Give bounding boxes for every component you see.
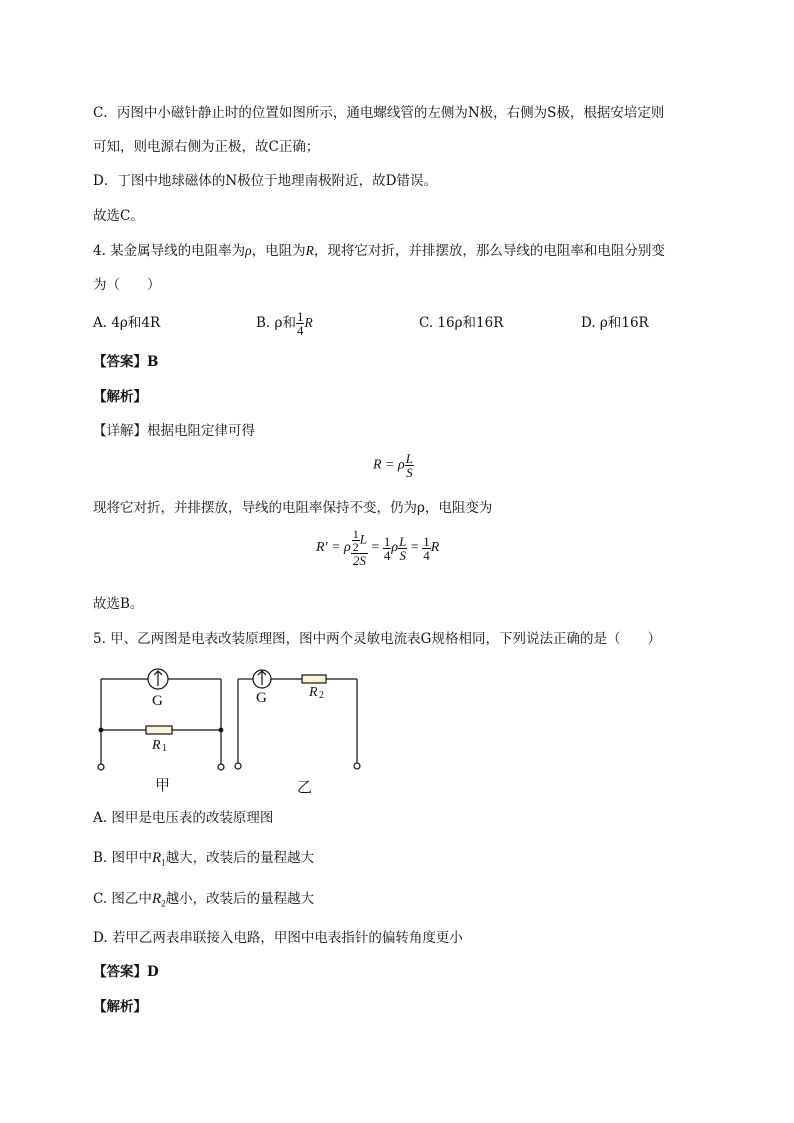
q4-choose: 故选B。 bbox=[93, 596, 144, 612]
formula2-inner-fraction bbox=[352, 528, 360, 553]
q4-option-c: C. 16ρ和16R bbox=[419, 315, 504, 331]
fraction-denominator: S bbox=[406, 465, 413, 480]
formula2-big-denominator: 2S bbox=[352, 553, 366, 568]
r1-subscript: 1 bbox=[162, 743, 167, 754]
junction-dot bbox=[99, 728, 103, 732]
formula1-lhs: R = ρ bbox=[373, 457, 405, 473]
fraction-numerator: 1 bbox=[296, 309, 304, 324]
g-label-right: G bbox=[256, 690, 267, 706]
q5-option-b bbox=[93, 848, 314, 873]
formula2-rho: ρ bbox=[391, 540, 399, 555]
formula-resistance-law bbox=[373, 452, 414, 479]
q5-answer: 【答案】D bbox=[93, 964, 159, 980]
q5-stem: 5. 甲、乙两图是电表改装原理图，图中两个灵敏电流表G规格相同，下列说法正确的是（ ） bbox=[93, 631, 661, 647]
formula2-fraction-l-over-s bbox=[398, 535, 407, 562]
terminal bbox=[218, 764, 224, 770]
fraction-numerator: L bbox=[399, 533, 407, 549]
r2-subscript: 2 bbox=[319, 690, 324, 701]
fraction-numerator: 1 bbox=[423, 533, 430, 549]
terminal bbox=[235, 763, 241, 769]
option-c-explanation-line2: 可知，则电源右侧为正极，故C正确； bbox=[93, 139, 320, 155]
formula2-tail: R bbox=[430, 540, 440, 555]
circuit-yi bbox=[235, 670, 360, 769]
fraction-denominator: 4 bbox=[383, 547, 391, 563]
q4-stem-part-b: ，电阻为 bbox=[251, 243, 306, 259]
q4-stem-line2: 为（ ） bbox=[93, 277, 161, 293]
choose-c-text: 故选C。 bbox=[93, 208, 144, 224]
fraction-numerator: 1 bbox=[352, 527, 359, 541]
formula2-big-numerator bbox=[351, 528, 368, 554]
q5-analysis-label: 【解析】 bbox=[93, 999, 147, 1015]
q4-option-b bbox=[256, 308, 313, 338]
q4-stem-part-a: 4. 某金属导线的电阻率为 bbox=[93, 243, 246, 259]
fraction-denominator: 4 bbox=[423, 547, 430, 563]
fraction-denominator: 4 bbox=[296, 323, 304, 338]
fraction-numerator: L bbox=[405, 451, 413, 466]
q4-option-b-suffix: R bbox=[304, 315, 313, 330]
q4-option-b-prefix: B. ρ和 bbox=[256, 315, 296, 331]
q4-middle-text: 现将它对折，并排摆放，导线的电阻率保持不变，仍为ρ，电阻变为 bbox=[93, 500, 493, 516]
formula2-eq1: = bbox=[371, 540, 380, 555]
fraction-numerator: 1 bbox=[383, 533, 391, 549]
option-c-explanation-line1: C．丙图中小磁针静止时的位置如图所示，通电螺线管的左侧为N极，右侧为S极，根据安培定则 bbox=[93, 105, 665, 121]
q4-stem-part-c: ，现将它对折，并排摆放，那么导线的电阻率和电阻分别变 bbox=[313, 243, 665, 259]
fraction-denominator: S bbox=[399, 547, 407, 563]
q5-option-c-sub: 2 bbox=[161, 898, 166, 909]
label-jia: 甲 bbox=[155, 776, 171, 794]
formula2-big-fraction bbox=[351, 528, 368, 568]
q5-option-b-prefix: B. 图甲中 bbox=[93, 850, 153, 866]
formula2-big-numerator-tail: L bbox=[359, 531, 368, 547]
g-label-left: G bbox=[152, 693, 163, 709]
terminal bbox=[354, 763, 360, 769]
q5-option-b-sub: 1 bbox=[161, 857, 166, 868]
formula2-fraction-quarter-2 bbox=[422, 535, 431, 562]
r1-label: R bbox=[152, 738, 161, 753]
circuit-diagram bbox=[90, 660, 380, 800]
q5-option-a: A. 图甲是电压表的改装原理图 bbox=[93, 810, 274, 826]
label-yi: 乙 bbox=[297, 778, 313, 796]
q4-option-a: A. 4ρ和4R bbox=[93, 315, 161, 331]
q4-option-d: D. ρ和16R bbox=[581, 315, 649, 331]
junction-dot bbox=[219, 728, 223, 732]
q4-answer: 【答案】B bbox=[93, 354, 159, 370]
q5-option-c-var: R bbox=[151, 891, 162, 907]
q5-option-b-var: R bbox=[152, 850, 162, 866]
fraction-denominator: 2 bbox=[352, 540, 359, 554]
option-d-explanation: D．丁图中地球磁体的N极位于地理南极附近，故D错误。 bbox=[93, 173, 437, 189]
circuit-jia bbox=[98, 669, 224, 770]
terminal bbox=[98, 764, 104, 770]
q4-stem-line1 bbox=[93, 241, 665, 261]
resistor-r1 bbox=[146, 726, 172, 734]
r2-label: R bbox=[309, 685, 318, 700]
q4-detail-intro: 【详解】根据电阻定律可得 bbox=[93, 423, 255, 439]
q5-option-c-suffix: 越小，改装后的量程越大 bbox=[165, 891, 315, 907]
q5-option-c bbox=[93, 889, 314, 914]
formula2-eq2: = bbox=[410, 540, 419, 555]
q4-analysis-label: 【解析】 bbox=[93, 389, 147, 405]
q5-option-c-prefix: C. 图乙中 bbox=[93, 891, 152, 907]
q4-r-symbol: R bbox=[305, 243, 314, 258]
q5-option-b-suffix: 越大，改装后的量程越大 bbox=[165, 850, 315, 866]
resistor-r2 bbox=[302, 675, 326, 683]
formula1-fraction bbox=[405, 452, 414, 479]
q5-option-d: D. 若甲乙两表串联接入电路，甲图中电表指针的偏转角度更小 bbox=[93, 930, 463, 946]
formula2-lhs: R′ = ρ bbox=[316, 540, 351, 555]
q4-rho-symbol: ρ bbox=[245, 243, 252, 258]
formula-new-resistance bbox=[316, 528, 439, 568]
